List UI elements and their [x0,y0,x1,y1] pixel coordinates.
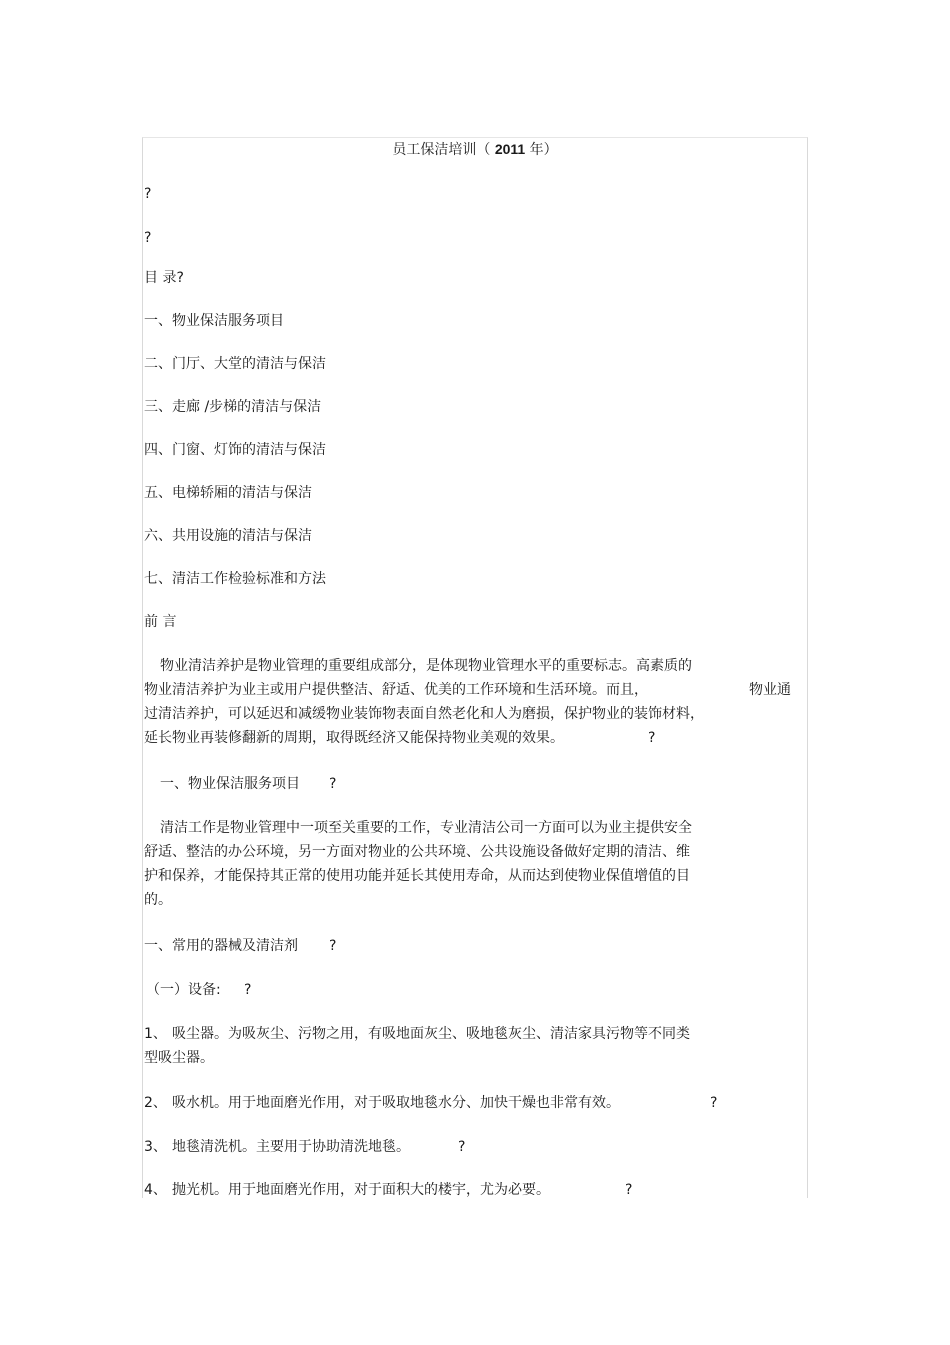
document-title [0,139,950,160]
preface-line: 延长物业再装修翻新的周期，取得既经济又能保持物业美观的效果。 [144,730,564,746]
tool-text: 抛光机。用于地面磨光作用，对于面积大的楼宇，尤为必要。 [172,1182,550,1198]
tool-number: 4、 [144,1182,167,1198]
question-mark: ? [625,1182,633,1198]
question-mark: ? [244,982,252,998]
toc-heading: 目 录? [144,270,184,286]
preface-line: 物业清洁养护为业主或用户提供整洁、舒适、优美的工作环境和生活环境。而且， [144,682,648,698]
section-line: 清洁工作是物业管理中一项至关重要的工作，专业清洁公司一方面可以为业主提供安全 [160,820,692,836]
question-mark: ? [329,938,337,954]
tool-text: 吸水机。用于地面磨光作用，对于吸取地毯水分、加快干燥也非常有效。 [172,1095,620,1111]
tool-text: 吸尘器。为吸灰尘、污物之用，有吸地面灰尘、吸地毯灰尘、清洁家具污物等不同类 [172,1026,690,1042]
toc-item: 一、物业保洁服务项目 [144,313,284,329]
tool-text: 地毯清洗机。主要用于协助清洗地毯。 [172,1139,410,1155]
question-mark: ? [458,1139,466,1155]
toc-item: 三、走廊 /步梯的清洁与保洁 [144,399,322,415]
tool-number: 2、 [144,1095,167,1111]
question-mark: ? [329,776,337,792]
question-mark: ? [144,230,152,246]
toc-item: 二、门厅、大堂的清洁与保洁 [144,356,326,372]
title-year: 2011 [494,141,526,157]
tools-subheading: （一）设备: [146,982,221,998]
tools-heading: 一、常用的器械及清洁剂 [144,938,298,954]
question-mark: ? [710,1095,718,1111]
preface-line-tail: 物业通 [749,682,791,698]
preface-line: 过清洁养护，可以延迟和减缓物业装饰物表面自然老化和人为磨损，保护物业的装饰材料， [144,706,704,722]
preface-line: 物业清洁养护是物业管理的重要组成部分，是体现物业管理水平的重要标志。高素质的 [160,658,692,674]
tool-number: 3、 [144,1139,167,1155]
section-line: 的。 [144,892,172,908]
section-line: 舒适、整洁的办公环境，另一方面对物业的公共环境、公共设施设备做好定期的清洁、维 [144,844,690,860]
toc-item: 四、门窗、灯饰的清洁与保洁 [144,442,326,458]
toc-item: 五、电梯轿厢的清洁与保洁 [144,485,312,501]
question-mark: ? [648,730,656,746]
tool-text-continued: 型吸尘器。 [144,1050,214,1066]
section-line: 护和保养，才能保持其正常的使用功能并延长其使用寿命，从而达到使物业保值增值的目 [144,868,690,884]
toc-item: 六、共用设施的清洁与保洁 [144,528,312,544]
toc-item: 七、清洁工作检验标准和方法 [144,571,326,587]
tool-number: 1、 [144,1026,167,1042]
title-prefix: 员工保洁培训（ [392,142,491,158]
question-mark: ? [144,186,152,202]
section-heading: 一、物业保洁服务项目 [160,776,300,792]
preface-heading: 前 言 [144,614,177,630]
title-suffix: 年） [529,142,558,158]
